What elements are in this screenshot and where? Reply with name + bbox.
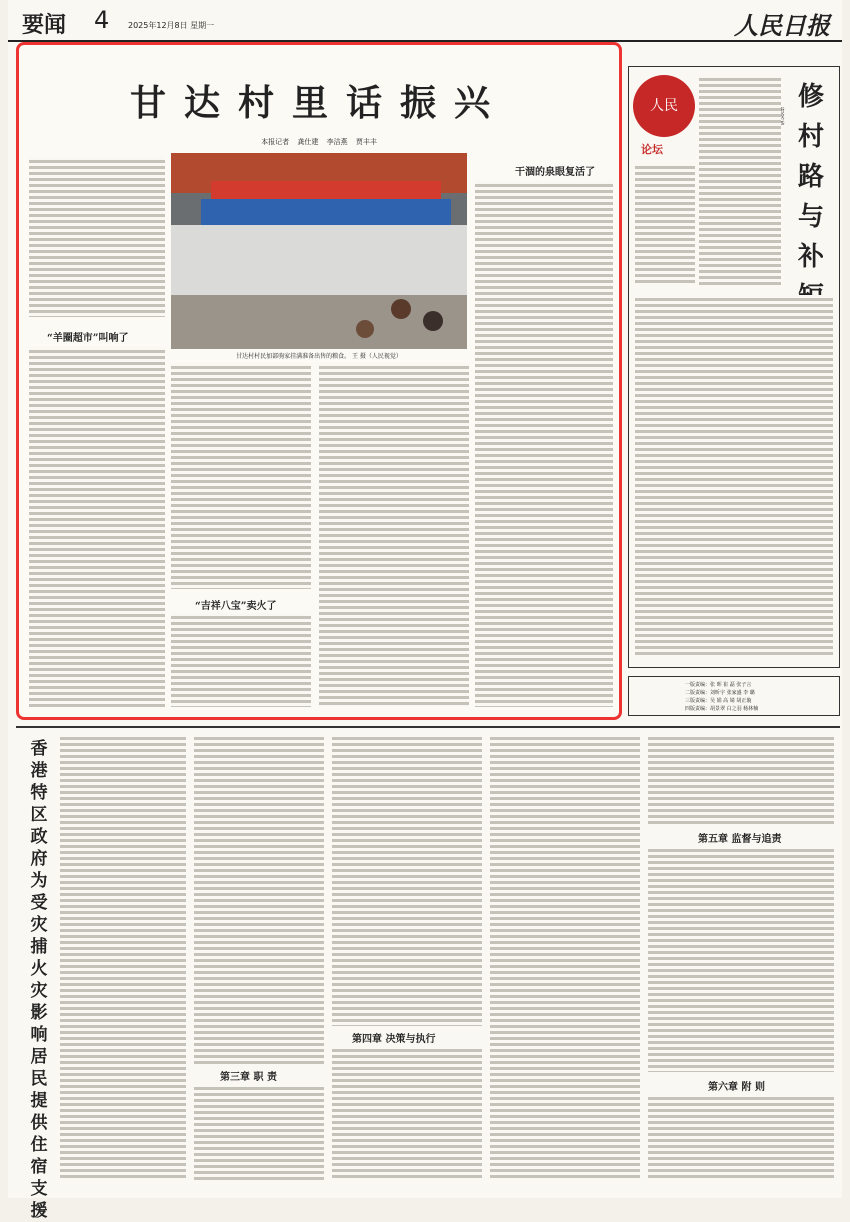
article-column [475, 181, 613, 707]
commentary-title: 修村路与补 [797, 82, 824, 272]
regulation-body [332, 734, 482, 1026]
grain-sacks-photo [171, 153, 467, 349]
hk-article-title: 香港特区政府为受灾捕火灾影响居民提供住宿支援 [30, 739, 48, 1221]
editor-line: 四版责编：胡景翠 白之羽 杨林楠 [685, 706, 759, 712]
article-column [29, 157, 165, 317]
newspaper-page [8, 0, 842, 1221]
section-name: 要闻 [22, 13, 67, 38]
article-column [29, 347, 165, 707]
article-subhead: “吉祥八宝”卖火了 [195, 601, 277, 612]
regulation-heading: 第六章 附 则 [708, 1082, 765, 1093]
commentary-column[interactable] [628, 66, 840, 668]
regulation-heading: 第五章 监督与追责 [698, 834, 782, 845]
editor-credits [628, 676, 840, 716]
commentary-body [635, 163, 695, 283]
highlighted-article[interactable] [16, 42, 622, 720]
hk-article-body [60, 734, 186, 1180]
regulation-body [648, 734, 834, 824]
page-number: 4 [94, 6, 110, 34]
badge-icon: 人民 [633, 75, 695, 137]
commentary-body [699, 75, 781, 285]
article-subhead: “羊圈超市”叫响了 [47, 333, 129, 344]
article-title: 甘达村里话振兴 [129, 82, 508, 124]
commentary-body [635, 295, 833, 657]
regulation-body [194, 1084, 324, 1180]
section-divider [16, 726, 840, 728]
regulation-body [194, 734, 324, 1064]
regulation-heading: 第三章 职 责 [220, 1072, 277, 1083]
photo-caption: 甘达村村民加部驹家挂满准备出售的粮食。 王 摄（人民视觉） [236, 353, 402, 360]
regulation-body [648, 1094, 834, 1180]
article-photo[interactable] [171, 153, 467, 349]
page-header [8, 8, 842, 42]
regulation-body [490, 734, 640, 1180]
regulation-body [332, 1046, 482, 1180]
masthead-logo: 人民日报 [734, 11, 830, 40]
editor-line: 二版责编：刘昕宇 张家盛 李 璐 [685, 690, 755, 696]
article-byline: 本报记者 龚仕建 李洁燕 贾丰丰 [261, 138, 377, 146]
editor-line: 一版责编：张 晖 崔 磊 张子言 [685, 682, 752, 688]
article-column [171, 363, 311, 589]
article-column [319, 363, 469, 707]
article-subhead: 干涸的泉眼复活了 [515, 167, 595, 178]
issue-date: 2025年12月8日 星期一 [128, 21, 215, 30]
regulation-heading: 第四章 决策与执行 [352, 1034, 436, 1045]
editor-line: 三版责编：吴 娟 高 婧 胡正璇 [685, 698, 752, 704]
article-column [171, 613, 311, 707]
regulation-body [648, 846, 834, 1072]
badge-label: 论坛 [641, 143, 663, 156]
